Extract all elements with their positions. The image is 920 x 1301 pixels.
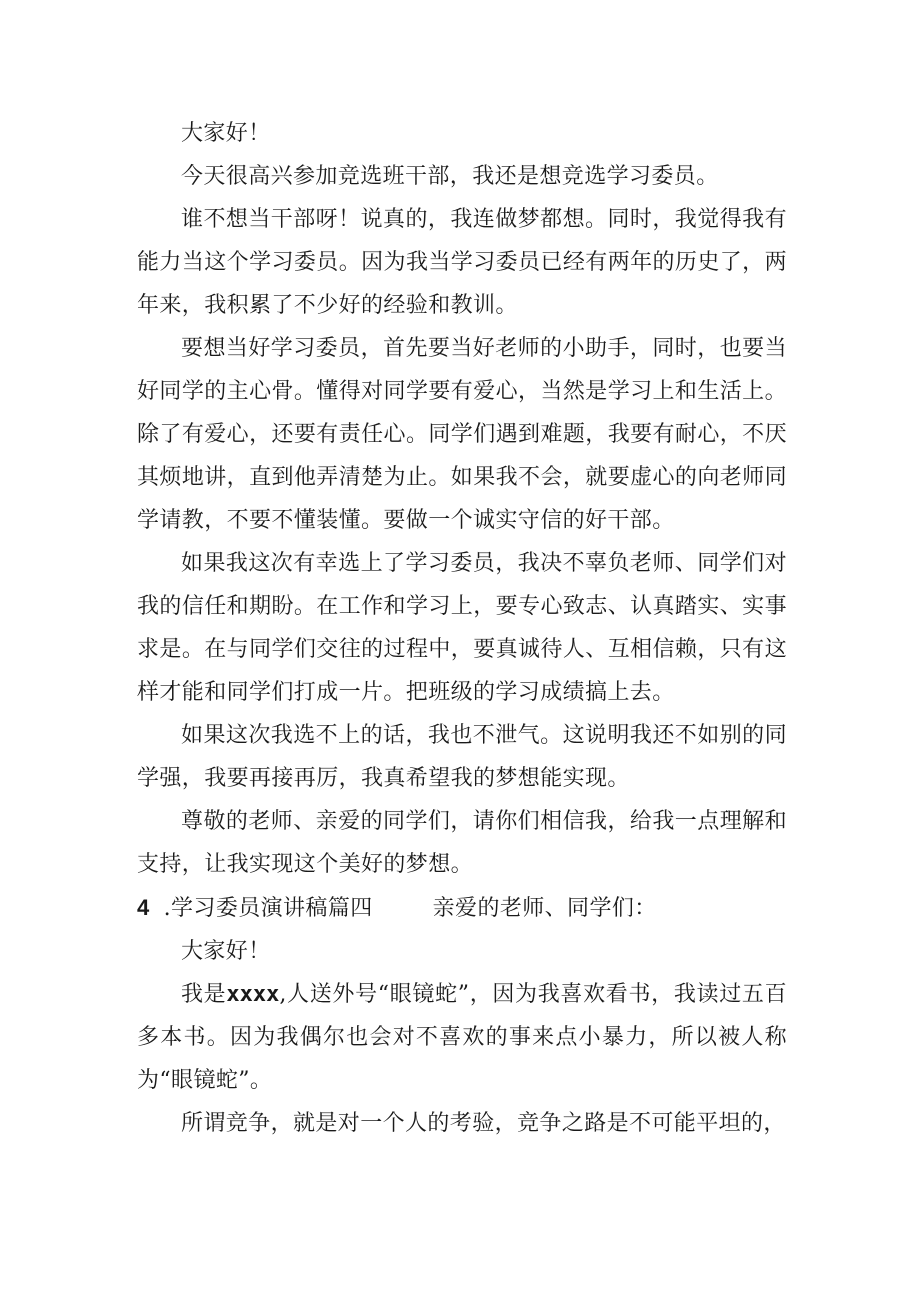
nickname-rest: ,人送外号“眼镜蛇”，因为我喜欢看书，我读过五百多本书。因为我偶尔也会对不喜欢的事来点小暴力，所以被人称为“眼镜蛇”。: [137, 982, 787, 1093]
speaker-name: xxxx: [226, 982, 280, 1007]
paragraph-ambition: 谁不想当干部呀！说真的，我连做梦都想。同时，我觉得我有能力当这个学习委员。因为我当学习委员已经有两年的历史了，两年来，我积累了不少好的经验和教训。: [137, 207, 787, 318]
paragraph-competition: 所谓竞争，就是对一个人的考验，竞争之路是不可能平坦的，: [181, 1111, 786, 1136]
nickname-prefix: 我是: [181, 982, 227, 1007]
paragraph-duties: 要想当好学习委员，首先要当好老师的小助手，同时，也要当好同学的主心骨。懂得对同学要有爱心，当然是学习上和生活上。除了有爱心，还要有责任心。同学们遇到难题，我要有耐心，不厌其烦地讲，直到他弄清楚为止。如果我不会，就要虚心的向老师同学请教，不要不懂装懂。要做一个诚实守信的好干部。: [137, 336, 787, 533]
paragraph-if-not-elected: 如果这次我选不上的话，我也不泄气。这说明我还不如别的同学强，我要再接再厉，我真希望我的梦想能实现。: [137, 723, 787, 791]
section-title: .学习委员演讲稿篇四: [163, 896, 373, 921]
document-body: [137, 112, 787, 1145]
paragraph-nickname: [137, 973, 787, 1102]
paragraph-promise: 如果我这次有幸选上了学习委员，我决不辜负老师、同学们对我的信任和期盼。在工作和学习上，要专心致志、认真踏实、实事求是。在与同学们交往的过程中，要真诚待人、互相信赖，只有这样才能和同学们打成一片。把班级的学习成绩搞上去。: [137, 551, 787, 705]
section-heading: [137, 886, 787, 930]
section-number: 4: [137, 895, 150, 920]
greeting-paragraph-2: 大家好！: [181, 939, 271, 964]
greeting-paragraph: 大家好！: [181, 121, 271, 146]
intro-paragraph: 今天很高兴参加竞选班干部，我还是想竞选学习委员。: [181, 164, 719, 189]
paragraph-closing: 尊敬的老师、亲爱的同学们，请你们相信我，给我一点理解和支持，让我实现这个美好的梦想。: [137, 809, 787, 877]
section-salutation: 亲爱的老师、同学们：: [432, 896, 657, 921]
